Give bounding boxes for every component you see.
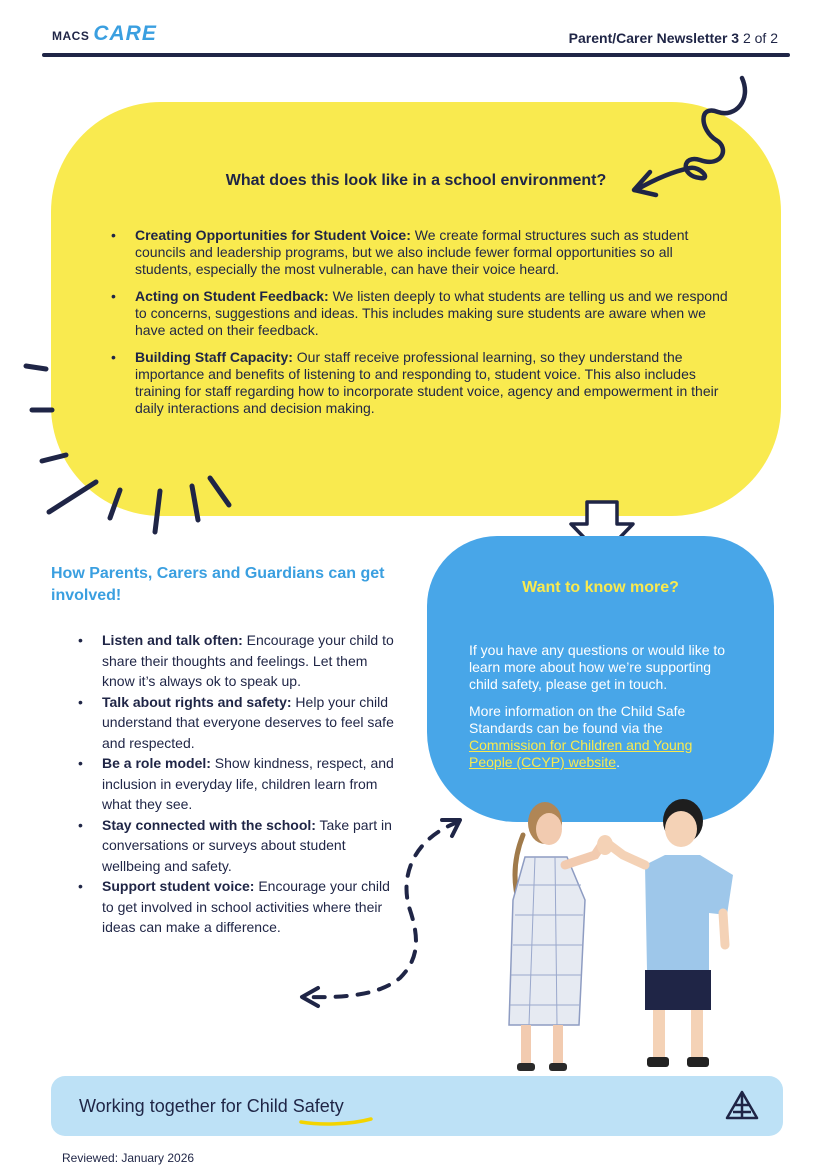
- list-item: [102, 692, 394, 754]
- list-item: [135, 288, 731, 339]
- footer-slogan: [79, 1096, 344, 1117]
- contact-paragraph: If you have any questions or would like to learn more about how we’re supporting child safety, please get in touch.: [469, 642, 726, 692]
- list-item: [102, 630, 394, 692]
- item-heading: Stay connected with the school:: [102, 816, 316, 833]
- school-environment-panel: [51, 102, 781, 516]
- logo-macs-text: MACS: [52, 29, 90, 43]
- reviewed-date: Reviewed: January 2026: [62, 1151, 195, 1165]
- item-heading: Listen and talk often:: [102, 632, 243, 648]
- footer-slogan-start: Working together for Chi: [79, 1096, 274, 1116]
- ccyp-paragraph-end: .: [616, 754, 620, 770]
- list-item: [102, 753, 394, 815]
- footer-slogan-mid: ld: [273, 1096, 293, 1116]
- ccyp-website-link[interactable]: Commission for Children and Young People (CCYP) website: [469, 737, 693, 770]
- want-to-know-more-title: Want to know more?: [522, 579, 679, 596]
- list-item: [135, 349, 731, 417]
- school-environment-title: What does this look like in a school environment?: [225, 172, 607, 189]
- list-item: [135, 227, 731, 278]
- item-text: Encourage your child to share their thoughts and feelings. Let them know it’s always ok to speak up.: [102, 632, 394, 689]
- girl-figure: [509, 802, 603, 1071]
- item-text: Show kindness, respect, and inclusion in everyday life, children learn from what they see.: [102, 755, 394, 812]
- parents-list: [102, 630, 394, 938]
- page-number: 2 of 2: [742, 30, 778, 46]
- item-heading: Support student voice:: [102, 878, 255, 894]
- want-to-know-more-text: [469, 642, 739, 781]
- item-heading: Building Staff Capacity:: [135, 349, 293, 365]
- macs-emblem-icon: [725, 1090, 759, 1120]
- newsletter-label: [569, 30, 778, 46]
- item-heading: Be a role model:: [102, 755, 211, 771]
- item-text: We listen deeply to what students are telling us and we respond to concerns, suggestions and ideas. This includes making sure students are aware when we have acted on their feedback.: [135, 288, 728, 338]
- school-environment-list: [135, 227, 731, 427]
- newsletter-title: Parent/Carer Newsletter 3: [568, 30, 740, 46]
- page-header: [0, 0, 834, 60]
- footer-banner: [51, 1076, 783, 1136]
- boy-figure: [607, 799, 733, 1067]
- ccyp-paragraph: [469, 703, 739, 771]
- parents-section-title: How Parents, Carers and Guardians can get involved!: [51, 565, 385, 604]
- list-item: [102, 815, 394, 877]
- high-five-hands: [597, 835, 613, 855]
- children-high-five-illustration: [495, 795, 765, 1077]
- header-divider: [42, 53, 790, 57]
- yellow-underline-icon: [299, 1116, 373, 1126]
- item-text: Encourage your child to get involved in school activities where their ideas can make a difference.: [102, 878, 390, 935]
- list-item: [102, 876, 394, 938]
- item-heading: Creating Opportunities for Student Voice:: [135, 227, 411, 243]
- item-text: Take part in conversations or surveys about student wellbeing and safety.: [102, 816, 392, 874]
- macs-care-logo: [52, 22, 157, 46]
- footer-slogan-highlight: Safety: [292, 1096, 344, 1116]
- ccyp-paragraph-text: More information on the Child Safe Standards can be found via the: [469, 703, 686, 736]
- item-text: Our staff receive professional learning, so they understand the importance and benefits of listening to and responding to, student voice. This also includes training for staff regarding how to incorporate student voice, agency and empowerment in their daily interactions and decision making.: [135, 349, 719, 416]
- item-text: We create formal structures such as student councils and leadership programs, but we also include fewer formal opportunities so all students, especially the most vulnerable, can have their voice heard.: [135, 227, 689, 277]
- want-to-know-more-panel: [427, 536, 774, 822]
- logo-care-text: CARE: [93, 22, 157, 45]
- item-text: Help your child understand that everyone deserves to feel safe and respected.: [102, 693, 394, 751]
- item-heading: Acting on Student Feedback:: [135, 288, 329, 304]
- item-heading: Talk about rights and safety:: [102, 693, 292, 710]
